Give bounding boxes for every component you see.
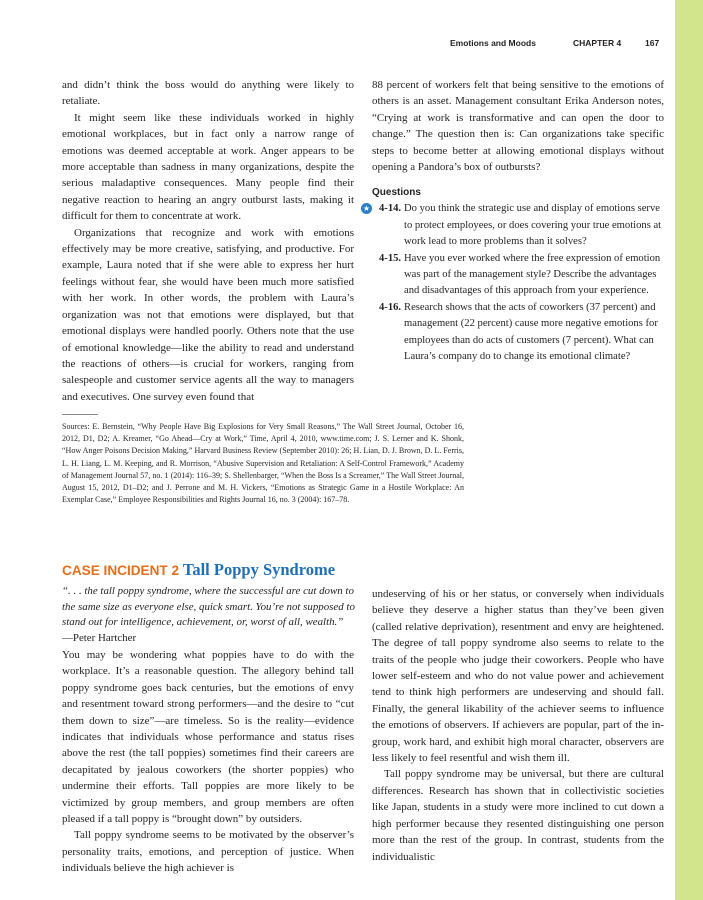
- questions-heading: Questions: [372, 187, 421, 199]
- left-column-top: [62, 77, 354, 405]
- chapter-label: CHAPTER 4: [573, 38, 622, 48]
- question-text: Have you ever worked where the free expression of emotion was part of the management style? Describe the advantages and disadvantages of this approach from your experience.: [404, 252, 661, 297]
- case-label: CASE INCIDENT 2: [62, 563, 180, 578]
- case-title: Tall Poppy Syndrome: [182, 560, 336, 579]
- star-icon: ★: [362, 204, 371, 214]
- epigraph-author: —Peter Hartcher: [62, 631, 137, 644]
- page-edge-tab: [675, 0, 703, 900]
- paragraph: and didn’t think the boss would do anything were likely to retaliate.: [62, 79, 354, 108]
- sources-note: Sources: E. Bernstein, “Why People Have Big Explosions for Very Small Reasons,” The Wall Street Journal, October 16, 2012, D1, D2; A. Kreamer, “Go Ahead—Cry at Work,” Time, April 4, 2010, www.time.com; J. S. Lerner and K. Shonk, “How Anger Poisons Decision Making,” Harvard Business Review (September 2010): 26; H. Lian, D. J. Brown, D. L. Ferris, L. H. Liang, L. M. Keeping, and R. Morrison, “Abusive Supervision and Retaliation: A Self-Control Framework,” Academy of Management Journal 57, no. 1 (2014): 116–39; S. Shellenbarger, “When the Boss Is a Screamer,” The Wall Street Journal, August 15, 2012, D1–D2; and J. Perrone and M. H. Vickers, “Emotions as Strategic Game in a Hostile Workplace: An Exemplar Case,” Employee Responsibilities and Rights Journal 16, no. 3 (2004): 167–78.: [62, 422, 464, 505]
- case-left-column: [62, 647, 354, 877]
- running-header: [0, 38, 664, 52]
- page-number: 167: [645, 38, 660, 48]
- question-item: [372, 251, 664, 300]
- question-number: 4-14.: [379, 203, 402, 215]
- epigraph: [62, 584, 364, 646]
- question-number: 4-15.: [379, 252, 402, 264]
- question-text: Research shows that the acts of coworkers (37 percent) and management (22 percent) cause more negative emotions for employees than do acts of customers (7 percent). What can Laura’s company do to change its emotional climate?: [404, 301, 658, 363]
- case-right-column: [372, 586, 664, 865]
- paragraph: Tall poppy syndrome seems to be motivated by the observer’s personality traits, emotions, and perception of justice. When individuals believe the high achiever is: [62, 829, 354, 875]
- case-heading: [62, 560, 362, 580]
- right-column-top: [362, 77, 664, 366]
- question-item: [372, 300, 664, 366]
- epigraph-text: “. . . the tall poppy syndrome, where the successful are cut down to the same size as everyone else, quick smart. You’re not supposed to stand out for intelligence, achievement, or, worst of all, wealth.”: [62, 585, 355, 629]
- paragraph: You may be wondering what poppies have to do with the workplace. It’s a reasonable question. The allegory behind tall poppy syndrome goes back centuries, but the emotions of envy and resentment toward strong performers—and the desire to “cut them down to size”—are timeless. So is the reality—evidence indicates that individuals whose performance and status rises above the rest (the tall poppies) sometimes find their careers are decapitated by jealous coworkers (the shorter poppies) who undermine their efforts. Tall poppies are more likely to be victimized by group members, and group members are often pleased if a tall poppy is “brought down” by outsiders.: [62, 649, 354, 826]
- paragraph: Organizations that recognize and work with emotions effectively may be more creative, satisfying, and productive. For example, Laura noted that if she were able to express her hurt feelings without fear, she would have been much more satisfied with her work. In other words, the problem with Laura’s organization was not that emotions were displayed, but that emotional displays were handled poorly. Others note that the use of emotional knowledge—like the ability to read and understand the reactions of others—is crucial for workers, ranging from salespeople and customer service agents all the way to managers and executives. One survey even found that: [62, 226, 354, 403]
- sources-divider: [62, 414, 98, 415]
- question-number: 4-16.: [379, 301, 402, 313]
- question-item: [362, 201, 664, 250]
- running-title: Emotions and Moods: [450, 38, 536, 48]
- paragraph: 88 percent of workers felt that being sensitive to the emotions of others is an asset. Management consultant Erika Anderson notes, “Crying at work is transformative and can open the door to change.” The question then is: Can organizations take specific steps to become better at allowing emotional displays without opening a Pandora’s box of outbursts?: [372, 79, 664, 174]
- paragraph: Tall poppy syndrome may be universal, but there are cultural differences. Research has shown that in collectivistic societies like Japan, students in a study were more inclined to cut down a high performer because they resented distinguishing one person more than the rest of the group. In contrast, students from the individualistic: [372, 768, 664, 863]
- paragraph: undeserving of his or her status, or conversely when individuals believe they deserve a higher status than they’ve been given (called relative deprivation), resentment and envy are heightened. The degree of tall poppy syndrome also seems to relate to the traits of the people who judge their coworkers. People who have lower self-esteem and who do not value power and achievement tend to think high performers are undeserving and should fall. Finally, the general likability of the achiever seems to influence the emotions of observers. If achievers are popular, part of the in-group, work hard, and exhibit high moral character, observers are less likely to feel resentful and wish them ill.: [372, 588, 664, 765]
- question-text: Do you think the strategic use and display of emotions serve to protect employees, or does covering your true emotions at work lead to more problems than it solves?: [404, 203, 662, 248]
- paragraph: It might seem like these individuals worked in highly emotional workplaces, but in fact only a narrow range of emotions was deemed acceptable at work. Anger appears to be more acceptable than sadness in many organizations, despite the serious maladaptive consequences. Many people find their negative reaction to hearing an angry outburst lasts, making it difficult for them to concentrate at work.: [62, 111, 354, 223]
